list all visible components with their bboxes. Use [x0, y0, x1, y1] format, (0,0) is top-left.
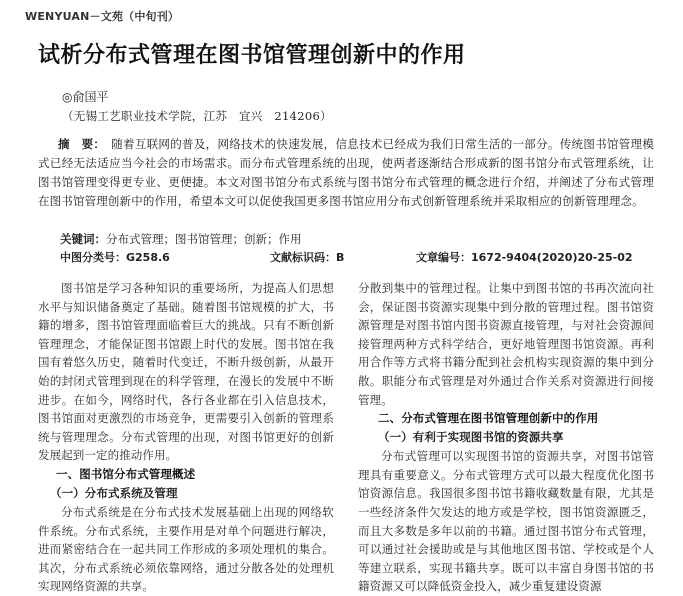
doc-value: B — [336, 251, 345, 264]
clc-number — [60, 249, 170, 265]
intro-paragraph: 图书馆是学习各种知识的重要场所，为提高人们思想水平与知识储备奠定了基础。随着图书馆规模的扩大，书籍的增多，图书馆管理面临着巨大的挑战。只有不断创新管理理念，才能保证图书馆跟上时代的发展。图书馆在我国有着悠久历史，随着时代变迁，不断升级创新，从最开始的封闭式管理到现在的科学管理，在漫长的发展中不断进步。在如今，网络时代，各行各业都在引入信息技术，图书馆面对更激烈的市场竞争，更需要引入创新的管理系统与管理理念。分布式管理的出现，对图书馆更好的创新发展起到一定的推动作用。 — [38, 281, 334, 463]
article-number — [416, 249, 633, 265]
doc-label: 文献标识码： — [270, 251, 336, 264]
document-code — [270, 249, 344, 265]
section-heading-2: 二、分布式管理在图书馆管理创新中的作用 — [378, 411, 599, 426]
keywords-text: 分布式管理；图书馆管理；创新；作用 — [106, 232, 302, 246]
paragraph-distributed-system: 分布式系统是在分布式技术发展基础上出现的网络软件系统。分布式系统，主要作用是对单个问题进行解决，进而紧密结合在一起共同工作形成的多项处理机的集合。其次，分布式系统必须依靠网络，通过分散各处的处理机实现网络资源的共享。 — [38, 504, 334, 594]
author-affiliation: （无锡工艺职业技术学院，江苏 宜兴 214206） — [62, 109, 332, 123]
subsection-heading-2-1: （一）有利于实现图书馆的资源共享 — [378, 430, 564, 445]
continued-paragraph: 分散到集中的管理过程。让集中到图书馆的书再次流向社会，保证图书资源实现集中到分散的管理过程。图书馆资源管理是对图书馆内图书资源直接管理，与对社会资源间接管理两种方式科学结合，更好地管理图书馆资源。再利用合作等方式将书籍分配到社会机构实现资源的集中到分散。职能分布式管理是对外通过合作关系对资源进行间接管理。 — [358, 281, 654, 407]
article-number-label: 文章编号： — [416, 251, 471, 264]
author-name: ◎俞国平 — [62, 90, 109, 104]
abstract-label: 摘 要： — [58, 137, 106, 151]
body-right-column — [358, 279, 654, 596]
keywords — [60, 231, 302, 247]
subsection-heading-1-1: （一）分布式系统及管理 — [50, 485, 178, 500]
keywords-label: 关键词： — [60, 232, 106, 246]
abstract-text: 随着互联网的普及，网络技术的快速发展，信息技术已经成为我们日常生活的一部分。传统图书馆管理模式已经无法适应当今社会的市场需求。而分布式管理系统的出现，使两者逐渐结合形成新的图书馆分布式管理系统，让图书馆管理变得更专业、更便捷。本文对图书馆分布式系统与图书馆分布式管理的概念进行介绍，并阐述了分布式管理在图书馆管理创新中的作用，希望本文可以促使我国更多图书馆应用分布式创新管理系统并采取相应的创新管理理念。 — [38, 137, 654, 208]
abstract — [38, 135, 654, 211]
body-left-column — [38, 279, 334, 596]
clc-label: 中图分类号： — [60, 251, 126, 264]
clc-value: G258.6 — [126, 251, 170, 264]
paragraph-resource-sharing: 分布式管理可以实现图书馆的资源共享，对图书馆管理具有重要意义。分布式管理方式可以最大程度优化图书馆资源信息。我国很多图书馆书籍收藏数量有限，尤其是一些经济条件欠发达的地方或是学校，图书馆资源匮乏，而且大多数是多年以前的书籍。通过图书馆分布式管理，可以通过社会援助或是与其他地区图书馆、学校或是个人等建立联系，实现书籍共享。既可以丰富自身图书馆的书籍资源又可以降低资金投入，减少重复建设资源 — [358, 449, 654, 594]
article-title: 试析分布式管理在图书馆管理创新中的作用 — [38, 43, 466, 68]
section-heading-1: 一、图书馆分布式管理概述 — [56, 466, 196, 481]
article-number-value: 1672-9404(2020)20-25-02 — [471, 251, 633, 264]
journal-header: WENYUAN－文苑（中旬刊） — [25, 10, 180, 23]
